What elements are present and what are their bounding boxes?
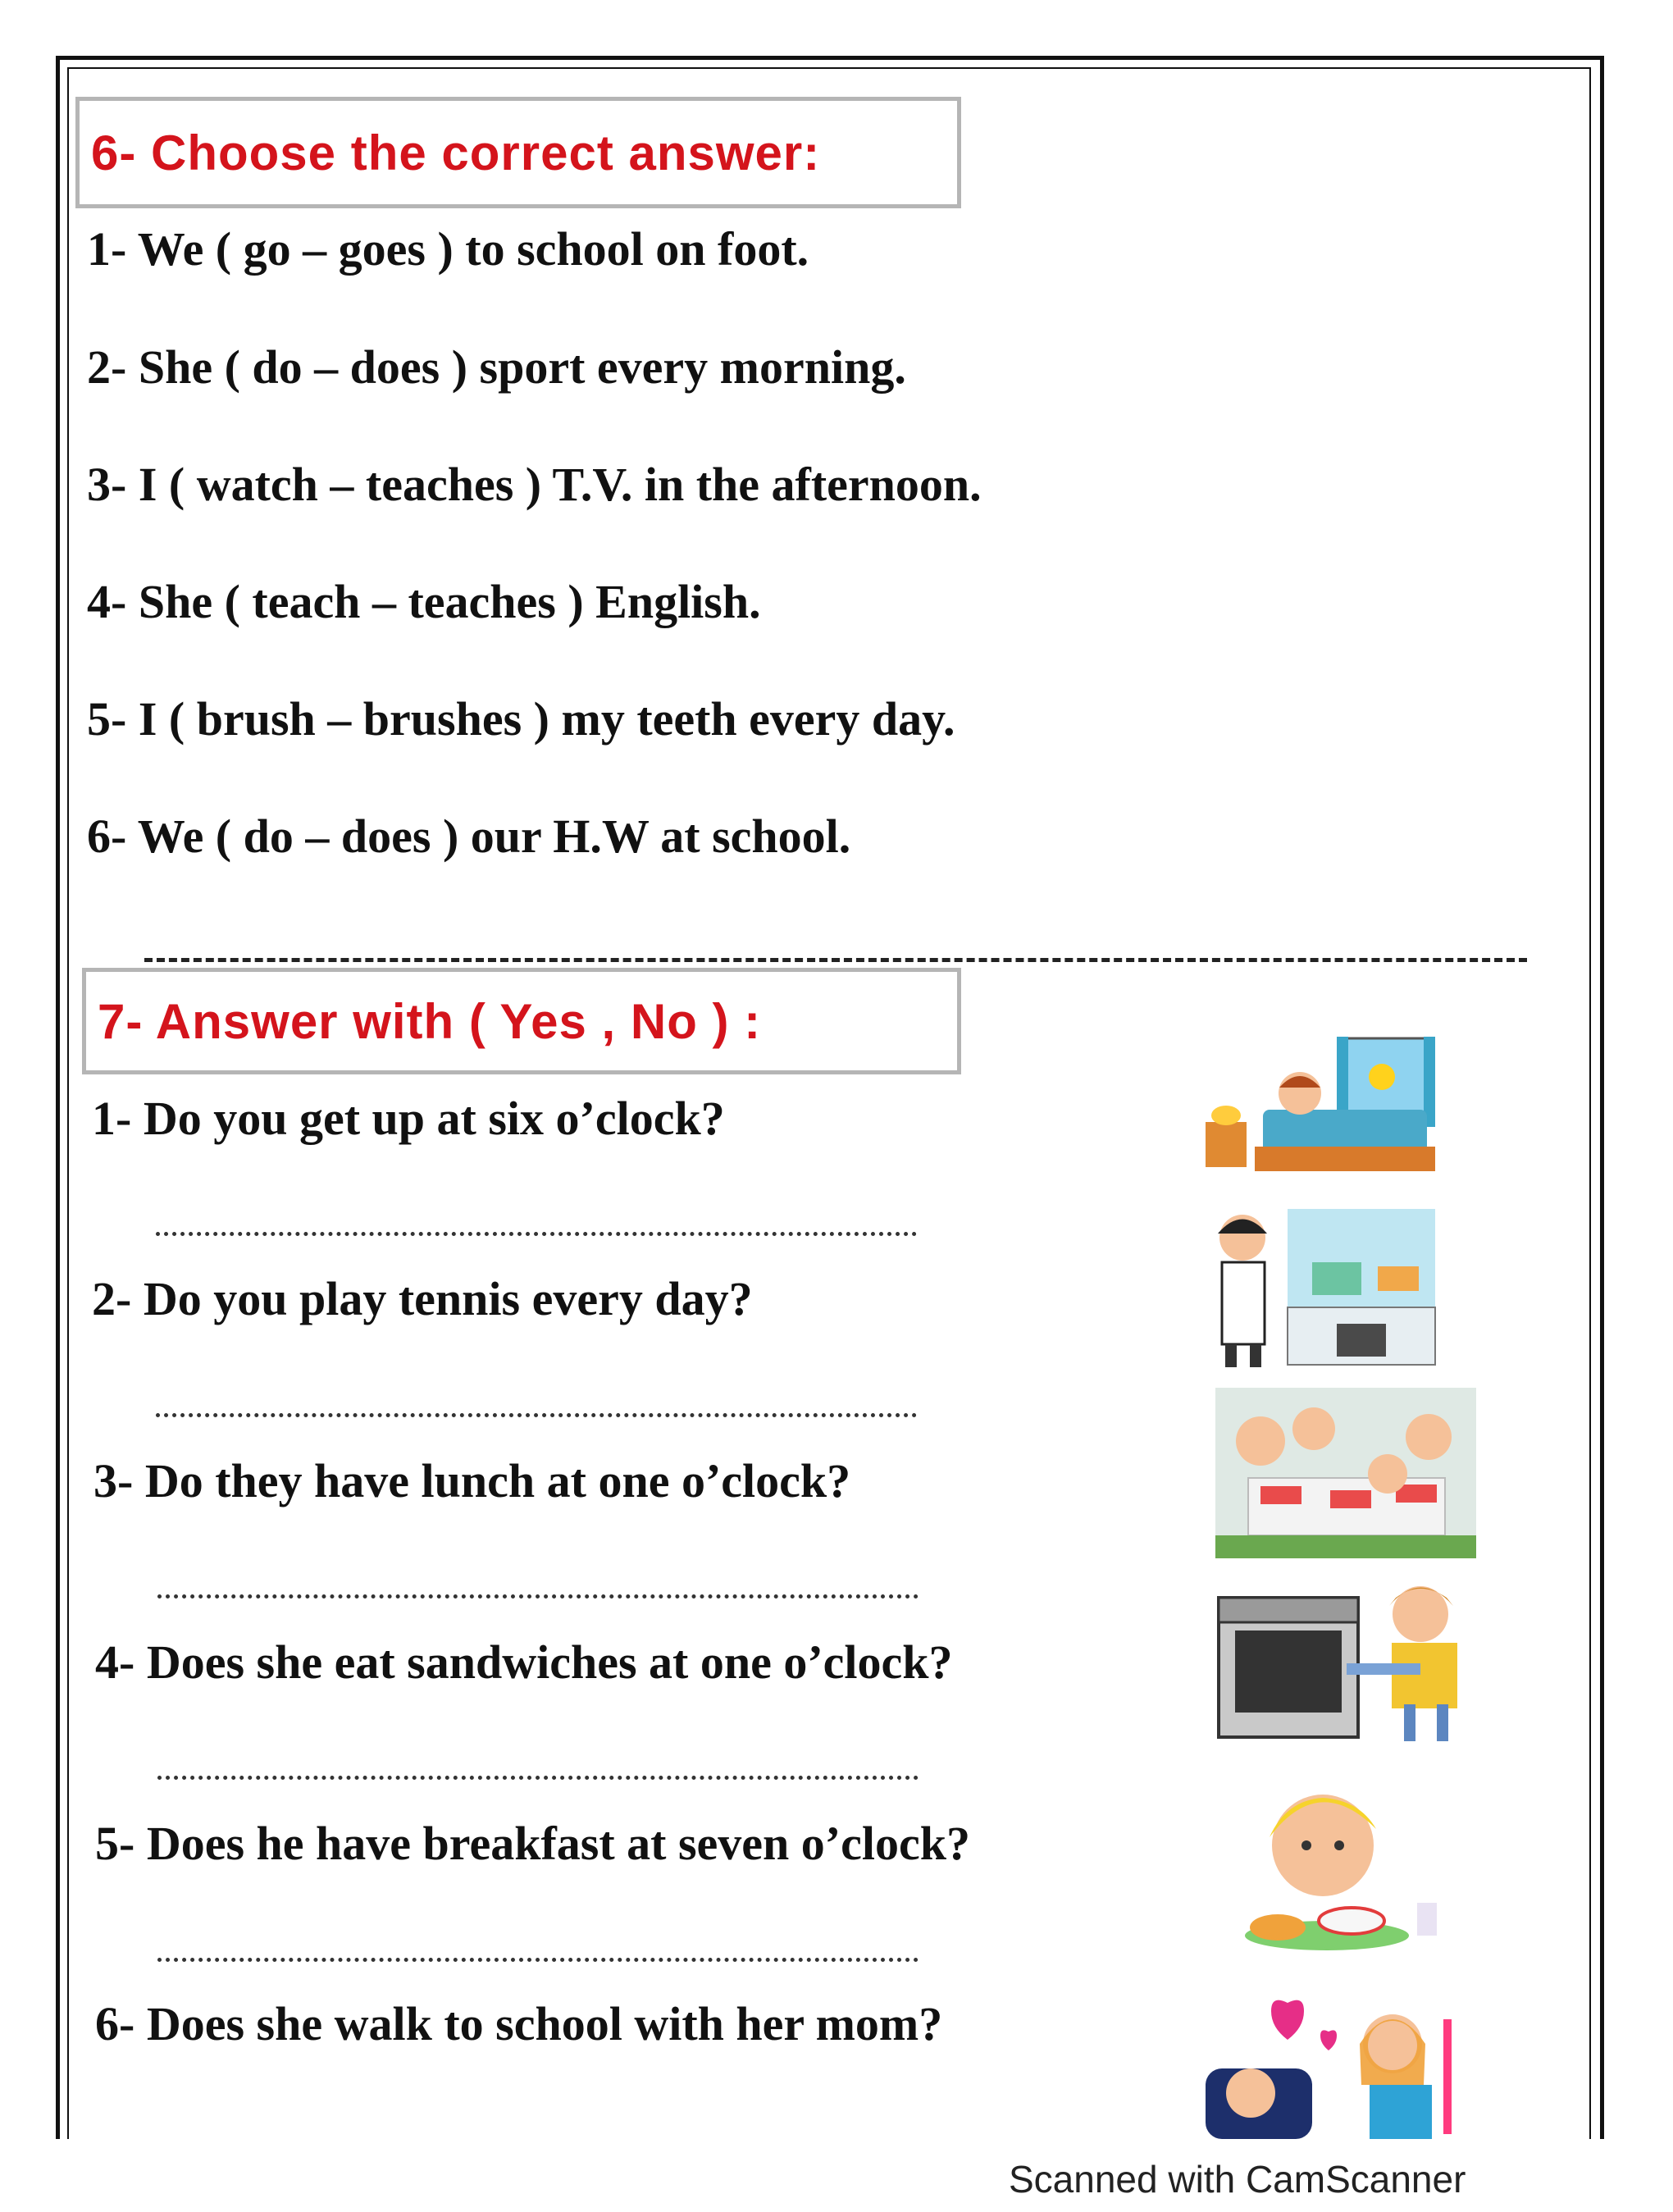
section-divider xyxy=(144,958,1527,962)
section6-heading-text: 6- Choose the correct answer: xyxy=(91,125,821,180)
s6-item-3: 3- I ( watch – teaches ) T.V. in the afternoon. xyxy=(87,458,982,511)
s6-item-5: 5- I ( brush – brushes ) my teeth every day. xyxy=(87,692,955,746)
section6-heading xyxy=(75,97,961,208)
mom-cooking-illustration xyxy=(1206,1201,1438,1370)
answer-line-5[interactable] xyxy=(157,1958,919,1962)
boy-breakfast-illustration xyxy=(1237,1780,1458,1972)
s7-item-6: 6- Does she walk to school with her mom? xyxy=(95,1997,943,2050)
mom-and-child-illustration xyxy=(1206,1986,1465,2139)
answer-line-4[interactable] xyxy=(157,1776,919,1780)
kid-waking-up-illustration xyxy=(1206,1032,1452,1188)
s7-item-3: 3- Do they have lunch at one o’clock? xyxy=(93,1454,851,1507)
s7-item-2: 2- Do you play tennis every day? xyxy=(92,1272,753,1325)
s7-item-1: 1- Do you get up at six o’clock? xyxy=(92,1092,725,1145)
s6-item-2: 2- She ( do – does ) sport every morning. xyxy=(87,340,906,394)
s7-item-5: 5- Does he have breakfast at seven o’clock? xyxy=(95,1817,970,1870)
section7-heading-text: 7- Answer with ( Yes , No ) : xyxy=(98,993,762,1049)
s6-item-4: 4- She ( teach – teaches ) English. xyxy=(87,575,761,628)
camscanner-watermark: Scanned with CamScanner xyxy=(1009,2158,1466,2201)
oven-baking-illustration xyxy=(1215,1565,1502,1744)
answer-line-2[interactable] xyxy=(156,1413,917,1417)
s6-item-6: 6- We ( do – does ) our H.W at school. xyxy=(87,810,851,863)
section7-heading xyxy=(82,968,961,1074)
answer-line-1[interactable] xyxy=(156,1232,917,1236)
s7-item-4: 4- Does she eat sandwiches at one o’clock? xyxy=(95,1635,953,1689)
kids-lunch-illustration xyxy=(1215,1388,1476,1558)
s6-item-1: 1- We ( go – goes ) to school on foot. xyxy=(87,222,809,276)
answer-line-3[interactable] xyxy=(157,1594,919,1599)
